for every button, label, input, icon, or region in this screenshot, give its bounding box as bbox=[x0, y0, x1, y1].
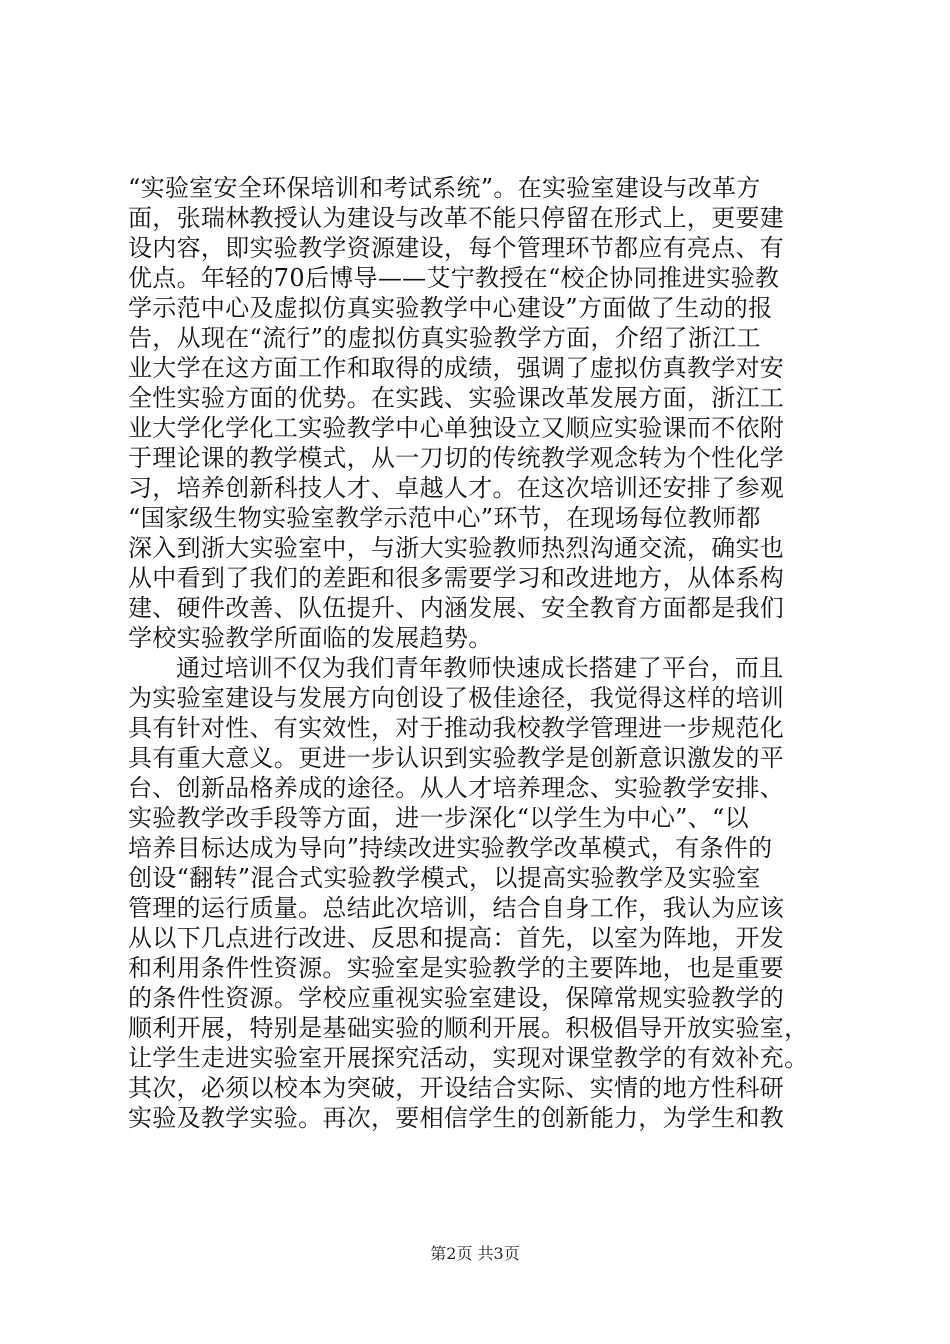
text-line: 设内容，即实验教学资源建设，每个管理环节都应有亮点、有 bbox=[128, 234, 785, 262]
document-body bbox=[128, 173, 828, 1133]
text-line: 和利用条件性资源。实验室是实验教学的主要阵地，也是重要 bbox=[128, 954, 785, 982]
text-line: 通过培训不仅为我们青年教师快速成长搭建了平台，而且 bbox=[176, 654, 784, 682]
text-line: 让学生走进实验室开展探究活动，实现对课堂教学的有效补充。 bbox=[128, 1044, 809, 1072]
text-line: 从以下几点进行改进、反思和提高：首先，以室为阵地，开发 bbox=[128, 924, 785, 952]
text-line: 创设“翻转”混合式实验教学模式，以提高实验教学及实验室 bbox=[128, 864, 761, 892]
text-line: “实验室安全环保培训和考试系统”。在实验室建设与改革方 bbox=[128, 174, 761, 202]
text-line: 习，培养创新科技人才、卓越人才。在这次培训还安排了参观 bbox=[128, 474, 785, 502]
text-line: 全性实验方面的优势。在实践、实验课改革发展方面，浙江工 bbox=[128, 384, 785, 412]
text-line: 优点。年轻的70后博导——艾宁教授在“校企协同推进实验教 bbox=[128, 264, 780, 292]
text-line: 培养目标达成为导向”持续改进实验教学改革模式，有条件的 bbox=[128, 834, 773, 862]
text-line: 深入到浙大实验室中，与浙大实验教师热烈沟通交流，确实也 bbox=[128, 534, 785, 562]
text-line: 顺利开展，特别是基础实验的顺利开展。积极倡导开放实验室， bbox=[128, 1014, 809, 1042]
text-line: 管理的运行质量。总结此次培训，结合自身工作，我认为应该 bbox=[128, 894, 785, 922]
text-line: 的条件性资源。学校应重视实验室建设，保障常规实验教学的 bbox=[128, 984, 785, 1012]
text-line: 从中看到了我们的差距和很多需要学习和改进地方，从体系构 bbox=[128, 564, 785, 592]
text-line: 于理论课的教学模式，从一刀切的传统教学观念转为个性化学 bbox=[128, 444, 785, 472]
text-line: 告，从现在“流行”的虚拟仿真实验教学方面，介绍了浙江工 bbox=[128, 324, 761, 352]
text-line: 学示范中心及虚拟仿真实验教学中心建设”方面做了生动的报 bbox=[128, 294, 773, 322]
text-line: 实验及教学实验。再次，要相信学生的创新能力，为学生和教 bbox=[128, 1104, 785, 1132]
text-line: “国家级生物实验室教学示范中心”环节，在现场每位教师都 bbox=[128, 504, 761, 532]
text-line: 学校实验教学所面临的发展趋势。 bbox=[128, 624, 493, 652]
text-line: 具有重大意义。更进一步认识到实验教学是创新意识激发的平 bbox=[128, 744, 785, 772]
text-line: 台、创新品格养成的途径。从人才培养理念、实验教学安排、 bbox=[128, 774, 785, 802]
text-line: 具有针对性、有实效性，对于推动我校教学管理进一步规范化 bbox=[128, 714, 785, 742]
text-line: 业大学化学化工实验教学中心单独设立又顺应实验课而不依附 bbox=[128, 414, 785, 442]
text-line: 面，张瑞林教授认为建设与改革不能只停留在形式上，更要建 bbox=[128, 204, 785, 232]
text-line: 其次，必须以校本为突破，开设结合实际、实情的地方性科研 bbox=[128, 1074, 785, 1102]
page-footer: 第2页 共3页 bbox=[430, 1244, 520, 1263]
text-line: 建、硬件改善、队伍提升、内涵发展、安全教育方面都是我们 bbox=[128, 594, 785, 622]
text-line: 实验教学改手段等方面，进一步深化“以学生为中心”、“以 bbox=[128, 804, 749, 832]
text-line: 为实验室建设与发展方向创设了极佳途径，我觉得这样的培训 bbox=[128, 684, 785, 712]
text-line: 业大学在这方面工作和取得的成绩，强调了虚拟仿真教学对安 bbox=[128, 354, 785, 382]
